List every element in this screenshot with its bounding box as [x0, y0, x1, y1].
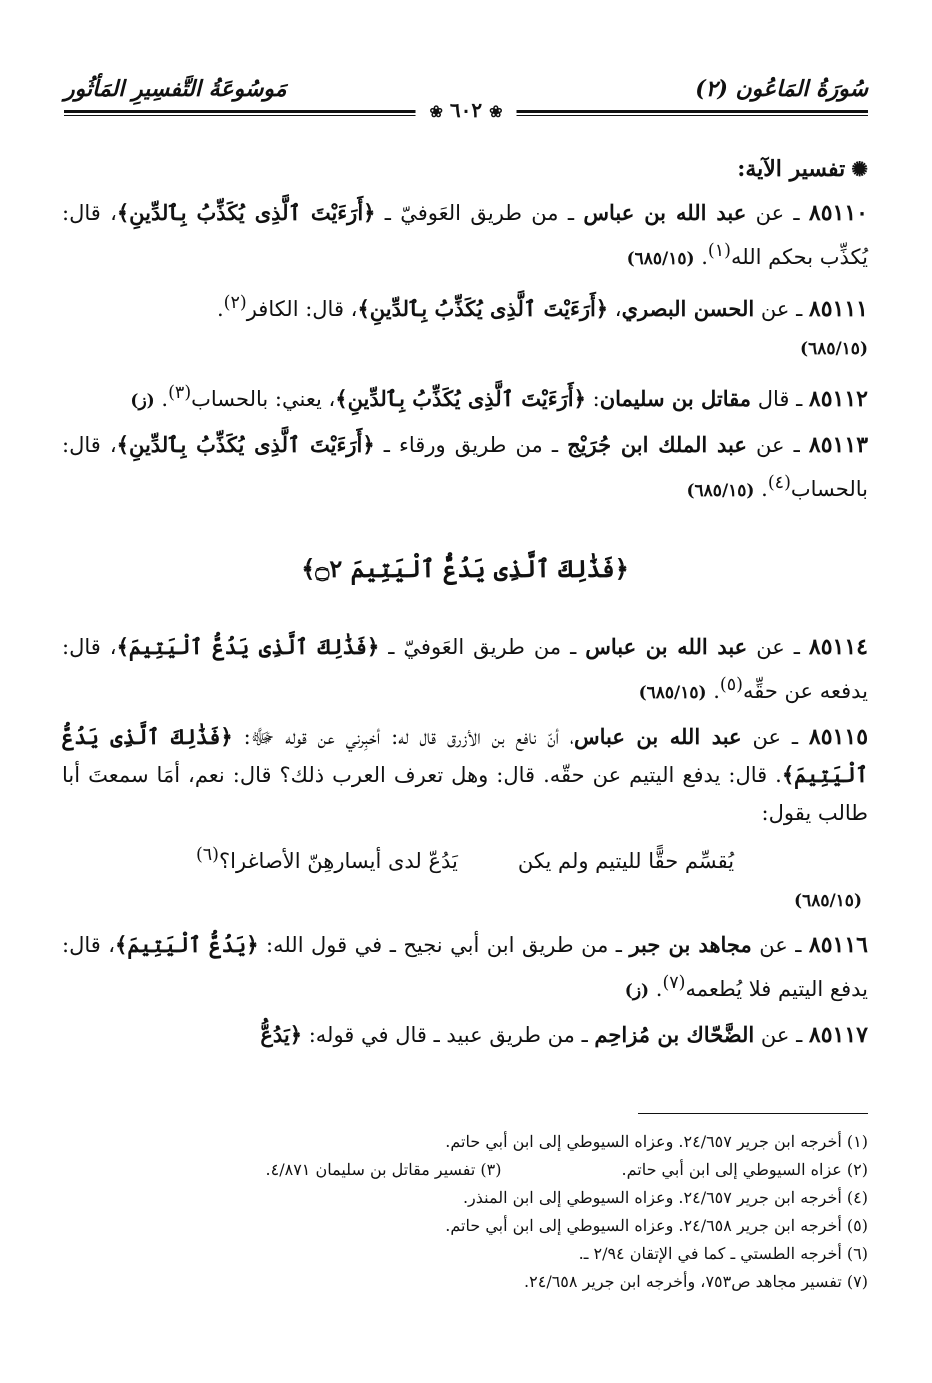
footnotes	[62, 1128, 868, 1296]
main-content	[62, 150, 868, 1060]
page-header	[64, 70, 868, 120]
footnote-marker: (٧)	[662, 973, 686, 993]
entry-number: ٨٥١١٤	[808, 634, 868, 660]
ornament-icon: ❀	[429, 102, 443, 121]
volume-reference: (٦٨٥/١٥)	[626, 249, 695, 269]
quran-quote: ﴿أَرَءَيْتَ ٱلَّذِى يُكَذِّبُ بِٱلدِّينِ﴾	[335, 386, 586, 411]
entry-number: ٨٥١١٦	[808, 932, 868, 958]
section-title: ✺تفسير الآية:	[737, 156, 868, 182]
narration-entry: ٨٥١١٣ ـ عن عبد الملك ابن جُرَيْج ـ من طريق ورقاء ـ ﴿أَرَءَيْتَ ٱلَّذِى يُكَذِّبُ بِٱلدِّينِ﴾، قال: بالحساب$^{(٤)}$. (٦٨٥/١٥)	[62, 432, 869, 501]
footnote: (٢) عزاه السيوطي إلى ابن أبي حاتم.	[621, 1160, 868, 1179]
entry-number: ٨٥١١٢	[808, 386, 868, 412]
ornament-icon: ❀	[489, 102, 503, 121]
footnote: (١) أخرجه ابن جرير ٢٤/٦٥٧. وعزاه السيوطي إلى ابن أبي حاتم.	[445, 1132, 868, 1151]
quran-quote: ﴿يَدُعُّ	[260, 1022, 303, 1047]
narration-entry: ٨٥١١٤ ـ عن عبد الله بن عباس ـ من طريق العَوفيّ ـ ﴿فَذَٰلِكَ ٱلَّذِى يَدُعُّ ٱلْيَتِيمَ﴾، قال: يدفعه عن حقِّه$^{(٥)}$. (٦٨٥/١٥)	[62, 634, 868, 703]
footnote-marker: (١)	[707, 241, 731, 261]
footnote-row	[62, 1156, 868, 1184]
footnote-marker: (٤)	[767, 473, 791, 493]
narrator-name: عبد الله بن عباس	[583, 200, 747, 225]
narrator-name: عبد الملك ابن جُرَيْج	[567, 432, 747, 457]
narration-entry: ٨٥١١٠ ـ عن عبد الله بن عباس ـ من طريق العَوفيّ ـ ﴿أَرَءَيْتَ ٱلَّذِى يُكَذِّبُ بِٱلدِّينِ﴾، قال: يُكذِّب بحكم الله$^{(١)}$. (٦٨٥/١٥)	[62, 200, 868, 269]
quran-quote: ﴿أَرَءَيْتَ ٱلَّذِى يُكَذِّبُ بِٱلدِّينِ﴾	[116, 432, 375, 457]
volume-reference: (٦٨٥/١٥)	[794, 891, 862, 911]
volume-reference: (٦٨٥/١٥)	[800, 339, 868, 359]
narration-entry: ٨٥١١٥ ـ عن عبد الله بن عباس، أنّ نافع بن الأزرق قال له: أخبِرني عن قوله ﷻ: ﴿فَذَٰلِكَ ٱلَّذِى يَدُعُّ ٱلْيَتِيمَ﴾. قال: يدفع اليتيم عن حقّه. قال: وهل تعرف العرب ذلك؟ قال: نعم، أمَا سمعتَ أبا طالب يقول: يُقسِّم حقًّا لليتيم ولم يكنيَدُعّ لدى أيسارهِنّ الأصاغرا؟$^{(٦)}$ (٦٨٥/١٥)	[62, 724, 869, 911]
verse-heading: ﴿فَذَٰلِكَ ٱلَّذِى يَدُعُّ ٱلْيَتِيمَ ۝٢﴾	[301, 554, 629, 583]
poem-verse	[62, 836, 868, 880]
footnote: (٣) تفسير مقاتل بن سليمان ٤/٨٧١.	[265, 1160, 502, 1179]
narration-entry: ٨٥١١١ ـ عن الحسن البصري، ﴿أَرَءَيْتَ ٱلَّذِى يُكَذِّبُ بِٱلدِّينِ﴾، قال: الكافر$^{(٢)}$. (٦٨٥/١٥)	[216, 293, 868, 359]
quran-quote: ﴿فَذَٰلِكَ ٱلَّذِى يَدُعُّ ٱلْيَتِيمَ﴾	[62, 724, 868, 787]
narrator-name: مقاتل بن سليمان	[599, 386, 752, 411]
narrator-name: الضَّحّاك بن مُزاحِم	[594, 1022, 755, 1047]
entry-number: ٨٥١١٧	[808, 1022, 868, 1048]
volume-reference: (ز)	[624, 981, 650, 1001]
footnote: (٦) أخرجه الطستي ـ كما في الإتقان ٢/٩٤ ـ.	[578, 1244, 868, 1263]
narration-entry: ٨٥١١٧ ـ عن الضَّحّاك بن مُزاحِم ـ من طريق عبيد ـ قال في قوله: ﴿يَدُعُّ	[260, 1022, 868, 1048]
page-number: ٦٠٢	[449, 98, 483, 122]
narration-entry: ٨٥١١٦ ـ عن مجاهد بن جبر ـ من طريق ابن أبي نجيح ـ في قول الله: ﴿يَدُعُّ ٱلْيَتِيمَ﴾، قال: يدفع اليتيم فلا يُطعمه$^{(٧)}$. (ز)	[62, 932, 868, 1001]
narrator-name: مجاهد بن جبر	[629, 932, 752, 957]
footnote-marker: (٣)	[168, 383, 192, 403]
footnote-marker: (٦)	[195, 845, 219, 865]
entry-number: ٨٥١١٠	[808, 200, 868, 226]
footnote-separator	[638, 1113, 868, 1114]
narrator-name: عبد الله بن عباس	[573, 724, 742, 749]
footnote-marker: (٥)	[719, 675, 743, 695]
entry-number: ٨٥١١٥	[808, 724, 869, 750]
quran-quote: ﴿فَذَٰلِكَ ٱلَّذِى يَدُعُّ ٱلْيَتِيمَ﴾	[116, 634, 380, 659]
narrator-name: عبد الله بن عباس	[585, 634, 748, 659]
footnote: (٧) تفسير مجاهد ص٧٥٣، وأخرجه ابن جرير ٢٤/٦٥٨.	[524, 1272, 868, 1291]
quran-quote: ﴿يَدُعُّ ٱلْيَتِيمَ﴾	[115, 932, 259, 957]
quran-quote: ﴿أَرَءَيْتَ ٱلَّذِى يُكَذِّبُ بِٱلدِّينِ﴾	[357, 296, 609, 321]
footnote-marker: (٢)	[223, 293, 247, 313]
footnote: (٤) أخرجه ابن جرير ٢٤/٦٥٧. وعزاه السيوطي إلى ابن المنذر.	[462, 1188, 868, 1207]
volume-reference: (٦٨٥/١٥)	[686, 481, 755, 501]
footnote: (٥) أخرجه ابن جرير ٢٤/٦٥٨. وعزاه السيوطي إلى ابن أبي حاتم.	[445, 1216, 868, 1235]
page-number-box	[416, 98, 517, 122]
quran-quote: ﴿أَرَءَيْتَ ٱلَّذِى يُكَذِّبُ بِٱلدِّينِ﴾	[116, 200, 376, 225]
surah-title: سُورَةُ المَاعُون (٢)	[695, 76, 868, 102]
entry-number: ٨٥١١١	[808, 296, 868, 322]
entry-number: ٨٥١١٣	[808, 432, 869, 458]
narration-entry: ٨٥١١٢ ـ قال مقاتل بن سليمان: ﴿أَرَءَيْتَ ٱلَّذِى يُكَذِّبُ بِٱلدِّينِ﴾، يعني: بالحساب$^{(٣)}$. (ز)	[130, 383, 868, 412]
volume-reference: (٦٨٥/١٥)	[638, 683, 707, 703]
poem-hemistich-second: يَدُعّ لدى أيسارهِنّ الأصاغرا؟	[219, 849, 458, 873]
narrator-name: الحسن البصري	[621, 296, 755, 321]
poem-hemistich-first: يُقسِّم حقًّا لليتيم ولم يكن	[517, 849, 735, 873]
star-ornament-icon: ✺	[851, 157, 868, 181]
book-title: مَوسُوعَةُ التَّفسِيرِ المَأثُور	[64, 76, 287, 102]
volume-reference: (ز)	[130, 391, 155, 411]
